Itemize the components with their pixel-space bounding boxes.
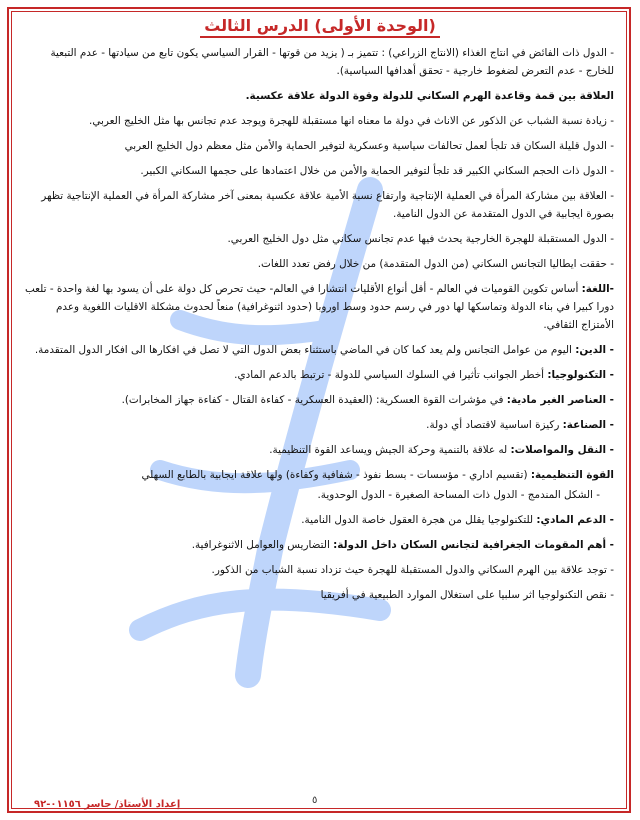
note-lead: -اللغة: <box>581 283 614 295</box>
note-text: في مؤشرات القوة العسكرية: (العقيدة العسكرية - كفاءة القتال - كفاءة جهاز المخابرات). <box>121 394 507 406</box>
note-paragraph <box>24 187 614 223</box>
note-lead: - الدعم المادي: <box>536 514 614 526</box>
note-text: - الدول قليلة السكان قد تلجأ لعمل تحالفات سياسية وعسكرية لتوفير الحماية والأمن مثل معظم دول الخليج العربي <box>124 140 614 152</box>
note-lead: - العناصر الغير مادية: <box>506 394 614 406</box>
note-text: التضاريس والعوامل الاثنوغرافية. <box>191 539 334 551</box>
note-paragraph <box>24 586 614 604</box>
note-lead: القوة التنظيمية: <box>530 469 614 481</box>
note-paragraph <box>24 561 614 579</box>
note-text: للتكنولوجيا يقلل من هجرة العقول خاصة الدول النامية. <box>301 514 537 526</box>
note-paragraph <box>24 536 614 554</box>
note-paragraph <box>24 230 614 248</box>
note-text: أخطر الجوانب تأثيرا في السلوك السياسي للدولة - ترتبط بالدعم المادي. <box>234 369 548 381</box>
note-text: - زيادة نسبة الشباب عن الذكور عن الاناث في دولة ما معناه انها مستقبلة للهجرة ويوجد عدم تجانس بها مثل الخليج العربي. <box>89 115 614 127</box>
note-lead: - الدين: <box>575 344 614 356</box>
note-lead: - التكنولوجيا: <box>547 369 614 381</box>
note-paragraph <box>24 366 614 384</box>
note-paragraph <box>24 280 614 334</box>
note-lead: - أهم المقومات الجغرافية لتجانس السكان داخل الدولة: <box>333 539 614 551</box>
note-lead: - النقل والمواصلات: <box>510 444 614 456</box>
note-text: - حققت ايطاليا التجانس السكاني (من الدول المتقدمة) من خلال رفض تعدد اللغات. <box>257 258 614 270</box>
note-paragraph <box>24 416 614 434</box>
note-paragraph <box>24 466 614 484</box>
note-text: - توجد علاقة بين الهرم السكاني والدول المستقبلة للهجرة حيث تزداد نسبة الشباب من الذكور. <box>211 564 614 576</box>
note-text: - الدول المستقبلة للهجرة الخارجية يحدث فيها عدم تجانس سكاني مثل دول الخليج العربي. <box>227 233 614 245</box>
note-paragraph <box>24 87 614 105</box>
note-lead: - الصناعة: <box>562 419 614 431</box>
note-paragraph <box>24 44 614 80</box>
note-text: أساس تكوين القوميات في العالم - أقل أنواع الأقليات انتشارا في العالم- حيث تحرص كل دولة على أن يسود بها لغة واحدة - تلعب دورا كبيرا في بناء الدولة وتماسكها لها دور في رسم حدود وسط اوروبا (حدود اثنوغرافية) منعاً لحدوث مشكلة الاقليات اللغوية وعدم الأمتزاج الثقافي. <box>24 283 614 331</box>
note-paragraph <box>24 255 614 273</box>
note-paragraph <box>24 137 614 155</box>
note-paragraph <box>24 112 614 130</box>
page-number: ٥ <box>312 795 318 806</box>
note-text: - نقص التكنولوجيا اثر سلبيا على استغلال الموارد الطبيعية في أفريقيا <box>320 589 614 601</box>
note-text: - العلاقة بين مشاركة المرأة في العملية الإنتاجية وارتفاع نسبة الأمية علاقة عكسية بمعنى آخر مشاركة المرأة في العملية الإنتاجية تظهر بصورة ايجابية في الدول المتقدمة عن الدول النامية. <box>41 190 614 220</box>
note-paragraph <box>24 511 614 529</box>
author-footer: إعداد الأستاذ/ جاسر ٠١١٥٦-٩٢ <box>34 799 181 810</box>
page-title: (الوحدة الأولى) الدرس الثالث <box>0 16 640 35</box>
lesson-notes <box>24 44 614 611</box>
note-text: - الدول ذات الفائض في انتاج الغذاء (الانتاج الزراعي) : تتميز بـ ( يزيد من قوتها - القرار السياسي يكون تابع من سيادتها - عدم التبعية للخارج - عدم التعرض لضغوط خارجية - تحقق أهدافها السياسية). <box>50 47 614 77</box>
note-paragraph <box>24 391 614 409</box>
note-text: ركيزة اساسية لاقتصاد أي دولة. <box>426 419 563 431</box>
note-text: - الدول ذات الحجم السكاني الكبير قد تلجأ لتوفير الحماية والأمن من خلال اعتمادها على حجمها السكاني الكبير. <box>140 165 614 177</box>
note-paragraph <box>24 441 614 459</box>
note-text: اليوم من عوامل التجانس ولم يعد كما كان في الماضي باستثناء بعض الدول التي لا تصل في افكارها الى افكار الدول المتقدمة. <box>34 344 576 356</box>
note-paragraph <box>24 486 600 504</box>
note-text: - الشكل المندمج - الدول ذات المساحة الصغيرة - الدول الوحدوية. <box>317 489 600 501</box>
note-text: (تقسيم اداري - مؤسسات - بسط نفوذ - شفافية وكفاءة) ولها علاقة ايجابية بالطابع السهلي <box>141 469 531 481</box>
note-paragraph <box>24 341 614 359</box>
note-lead: العلاقة بين قمة وقاعدة الهرم السكاني للدولة وقوة الدولة علاقة عكسية. <box>245 90 614 102</box>
note-text: له علاقة بالتنمية وحركة الجيش ويساعد القوة التنظيمية. <box>269 444 511 456</box>
note-paragraph <box>24 162 614 180</box>
